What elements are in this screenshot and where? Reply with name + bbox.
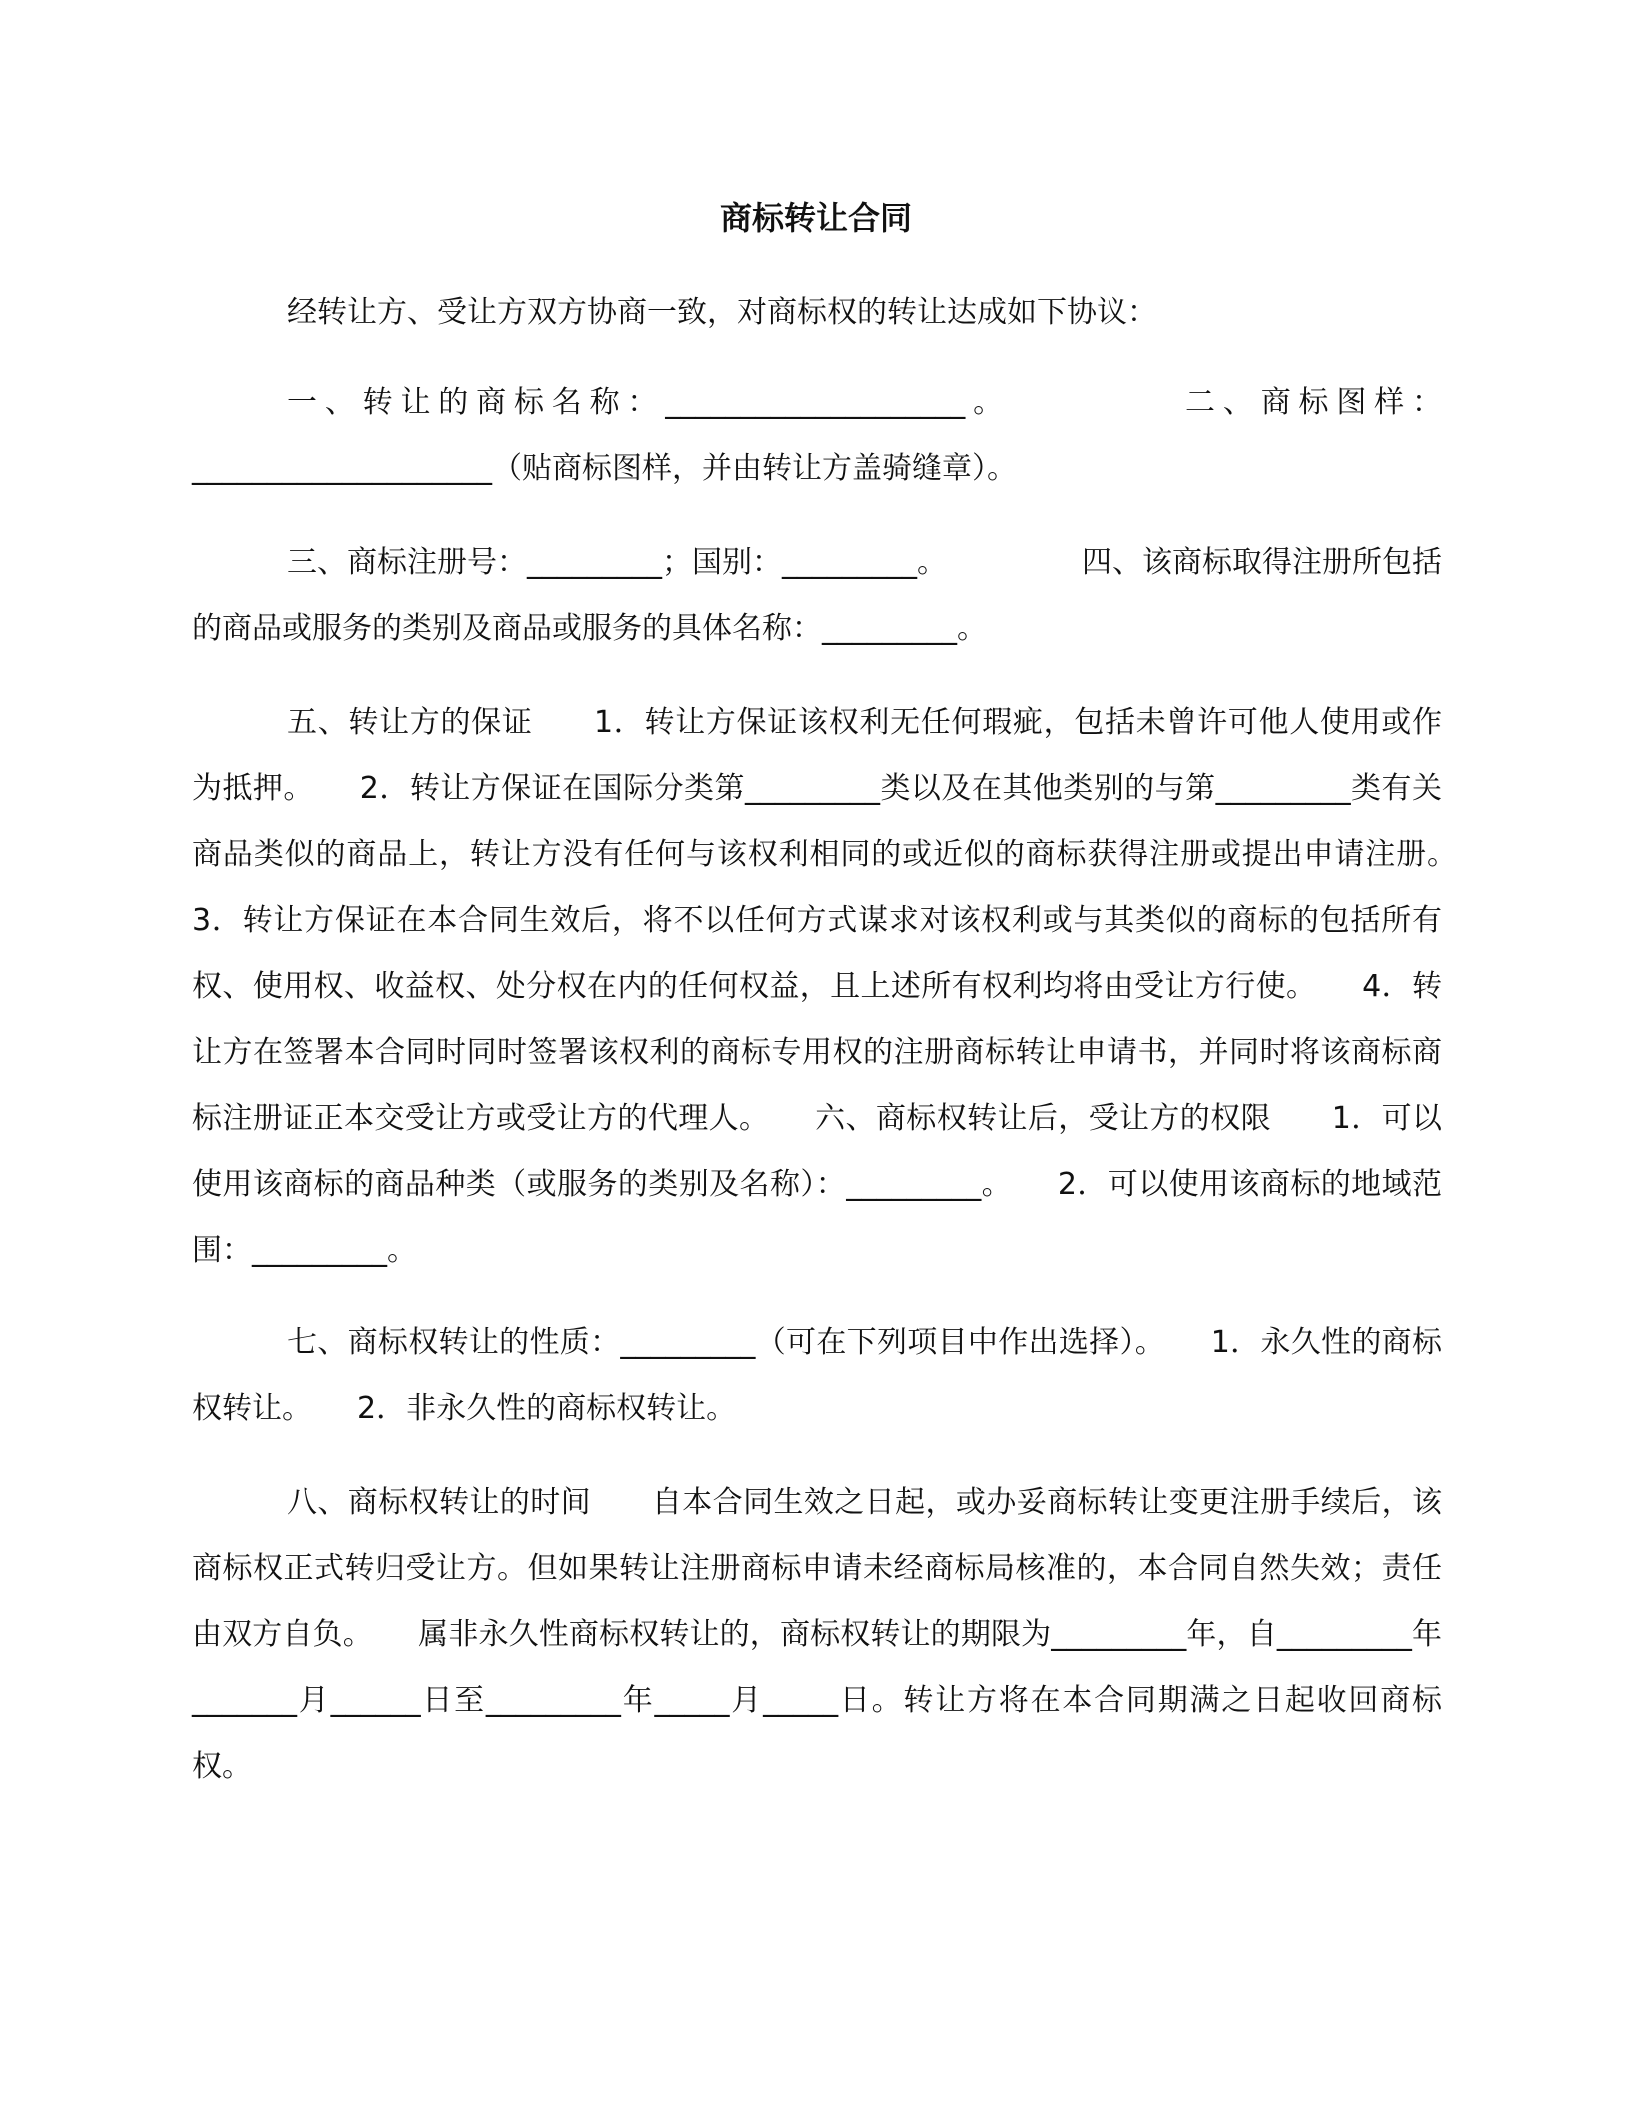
clause-guarantee-paragraph: 五、转让方的保证 1．转让方保证该权利无任何瑕疵，包括未曾许可他人使用或作为抵押。 2．转让方保证在国际分类第_________类以及在其他类别的与第_________类有关商品类似的商品上，转让方没有任何与该权利相同的或近似的商标获得注册或提出申请注册。 3．转让方保证在本合同生效后，将不以任何方式谋求对该权利或与其类似的商标的包括所有权、使用权、收益权、处分权在内的任何权益，且上述所有权利均将由受让方行使。 4．转让方在签署本合同时同时签署该权利的商标专用权的注册商标转让申请书，并同时将该商标商标注册证正本交受让方或受让方的代理人。 六、商标权转让后，受让方的权限 1．可以使用该商标的商品种类（或服务的类别及名称）：_________。 2．可以使用该商标的地域范围：_________。	[192, 705, 1502, 1268]
clause-time-paragraph: 八、商标权转让的时间 自本合同生效之日起，或办妥商标转让变更注册手续后，该商标权正式转归受让方。但如果转让注册商标申请未经商标局核准的，本合同自然失效；责任由双方自负。 属非永久性商标权转让的，商标权转让的期限为_________年，自_________年_______月______日至_________年_____月_____日。转让方将在本合同期满之日起收回商标权。	[192, 1485, 1442, 1784]
intro-paragraph: 经转让方、受让方双方协商一致，对商标权的转让达成如下协议：	[287, 295, 1157, 330]
clause-registration-paragraph: 三、商标注册号：_________；国别：_________。 四、该商标取得注册所包括的商品或服务的类别及商品或服务的具体名称：_________。	[192, 545, 1442, 646]
clause-nature-paragraph: 七、商标权转让的性质：_________（可在下列项目中作出选择）。 1．永久性的商标权转让。 2．非永久性的商标权转让。	[192, 1325, 1442, 1426]
clause-trademark-name-paragraph: 一、转让的商标名称：____________________。 二、商标图样：____________________（贴商标图样，并由转让方盖骑缝章）。	[192, 385, 1442, 486]
document-title: 商标转让合同	[719, 199, 912, 237]
